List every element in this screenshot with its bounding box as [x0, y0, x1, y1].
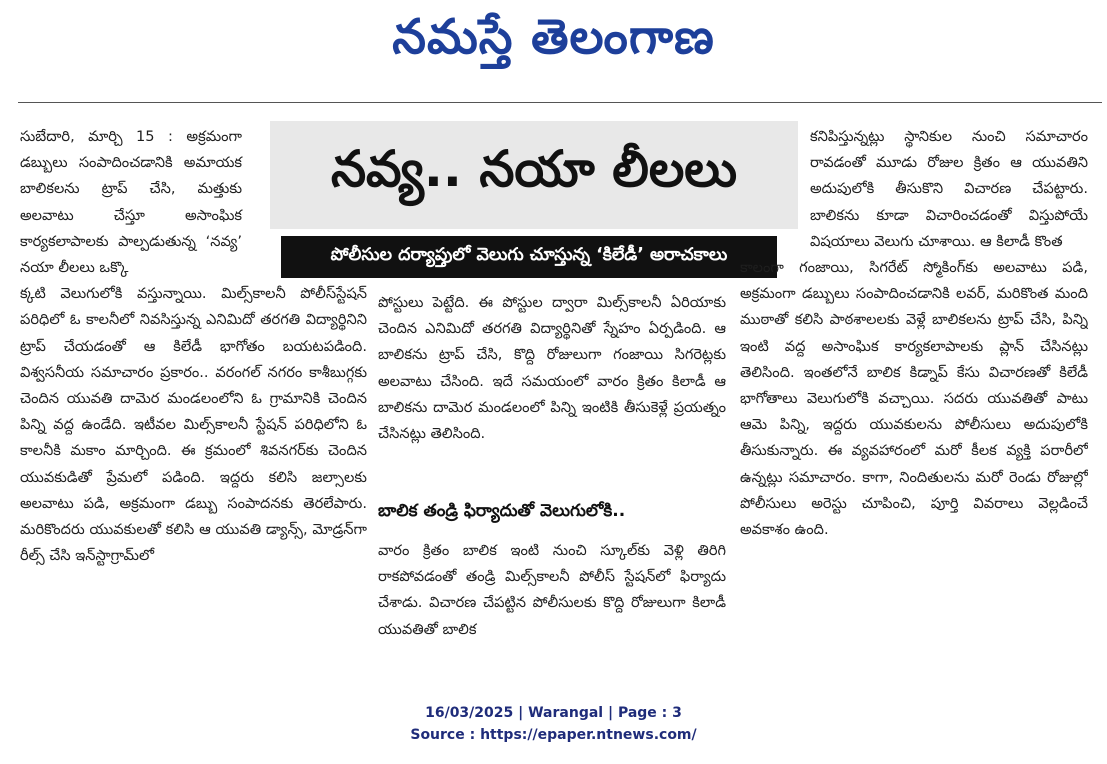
subheadline-banner — [281, 236, 777, 278]
headline-box — [270, 121, 798, 229]
column-3-top-text: కనిపిస్తున్నట్లు స్థానికుల నుంచి సమాచారం రావడంతో మూడు రోజుల క్రితం ఆ యువతిని అదుపులోకి తీసుకొని విచారణ చేపట్టారు. బాలికను కూడా విచారించడంతో విస్తుపోయే విషయాలు వెలుగు చూశాయి. ఆ కిలాడీ కొంత — [810, 128, 1088, 250]
article-column-2-top — [378, 290, 726, 447]
masthead — [0, 4, 1107, 82]
masthead-title: నమస్తే తెలంగాణ — [392, 9, 715, 65]
footer — [0, 702, 1107, 746]
column-1-bottom-text: క్కటి వెలుగులోకి వస్తున్నాయి. మిల్స్‌కాలనీ పోలీస్‌స్టేషన్ పరిధిలో ఓ కాలనీలో నివసిస్తున్న ఎనిమిదో తరగతి విద్యార్థినిని ట్రాప్ చేయడంతో ఆ కిలేడీ భాగోతం బయటపడింది. విశ్వసనీయ సమాచారం ప్రకారం.. వరంగల్ నగరం కాశీబుగ్గకు చెందిన యువతి దామెర మండలంలోని ఓ గ్రామానికి చెందిన పిన్ని వద్ద ఉండేది. ఇటీవల మిల్స్‌కాలనీ స్టేషన్ పరిధిలోని ఓ కాలనీకి మకాం మార్చింది. ఈ క్రమంలో శివనగర్‌కు చెందిన యువకుడితో ప్రేమలో పడింది. ఇద్దరు కలిసి జల్సాలకు అలవాటు పడి, అక్రమంగా డబ్బు సంపాదనకు తెరలేపారు. మరికొందరు యువకులతో కలిసి ఆ యువతి డ్యాన్స్, మోడ్రన్‌గా రీల్స్ చేసి ఇన్‌స్టాగ్రామ్‌లో — [20, 285, 367, 565]
column-3-bottom-text: కాలంగా గంజాయి, సిగరేట్ స్మోకింగ్‌కు అలవాటు పడి, అక్రమంగా డబ్బులు సంపాదించడానికి లవర్, మరికొంత మంది ముఠాతో కలిసి పాఠశాలలకు వెళ్లే బాలికలను ట్రాప్ చేసి, పిన్ని ఇంటి వద్ద అసాంఘిక కార్యకలాపాలకు ప్లాన్ చేసినట్లు తెలిసింది. ఇంతలోనే బాలిక కిడ్నాప్ కేసు విచారణతో కిలేడీ భాగోతాలు వెలుగులోకి వచ్చాయి. సదరు యువతితో పాటు ఆమె పిన్ని, ఇద్దరు యువకులను పోలీసులు అదుపులోకి తీసుకున్నారు. ఈ వ్యవహారంలో మరో కీలక వ్యక్తి పరారీలో ఉన్నట్లు సమాచారం. కాగా, నిందితులను మరో రెండు రోజుల్లో పోలీసులు అరెస్టు చూపించి, పూర్తి వివరాలు వెల్లడించే అవకాశం ఉంది. — [740, 259, 1088, 539]
masthead-rule — [18, 102, 1102, 103]
article-column-3 — [740, 124, 1088, 543]
column-2-top-text: పోస్టులు పెట్టేది. ఈ పోస్టుల ద్వారా మిల్స్‌కాలనీ ఏరియాకు చెందిన ఎనిమిదో తరగతి విద్యార్థినితో స్నేహం ఏర్పడింది. ఆ బాలికను ట్రాప్ చేసి, కొద్ది రోజులుగా గంజాయి సిగరెట్లకు అలవాటు చేసింది. ఇదే సమయంలో వారం క్రితం కిలాడీ ఆ బాలికను దామెర మండలంలో పిన్ని ఇంటికి తీసుకెళ్లే ప్రయత్నం చేసినట్లు తెలిసింది. — [378, 294, 726, 443]
headline: నవ్య.. నయా లీలలు — [330, 139, 738, 198]
footer-date-line: 16/03/2025 | Warangal | Page : 3 — [425, 705, 682, 721]
column-1-top-text: సుబేదారి, మార్చి 15 : అక్రమంగా డబ్బులు సంపాదించడానికి అమాయక బాలికలను ట్రాప్ చేసి, మత్తుకు అలవాటు చేస్తూ అసాంఘిక కార్యకలాపాలకు పాల్పడుతున్న ‘నవ్య’ నయా లీలలు ఒక్కొ — [20, 128, 242, 277]
column-2-bottom-text: వారం క్రితం బాలిక ఇంటి నుంచి స్కూల్‌కు వెళ్లి తిరిగి రాకపోవడంతో తండ్రి మిల్స్‌కాలనీ పోలీస్ స్టేషన్‌లో ఫిర్యాదు చేశాడు. విచారణ చేపట్టిన పోలీసులకు కొద్ది రోజులుగా కిలాడీ యువతితో బాలిక — [378, 542, 726, 638]
section-subtitle: బాలిక తండ్రి ఫిర్యాదుతో వెలుగులోకి.. — [378, 501, 626, 521]
subheadline: పోలీసుల దర్యాప్తులో వెలుగు చూస్తున్న ‘కిలేడీ’ అరాచకాలు — [330, 245, 728, 265]
footer-source-line: Source : https://epaper.ntnews.com/ — [410, 727, 697, 743]
article-column-2-bottom — [378, 538, 726, 643]
